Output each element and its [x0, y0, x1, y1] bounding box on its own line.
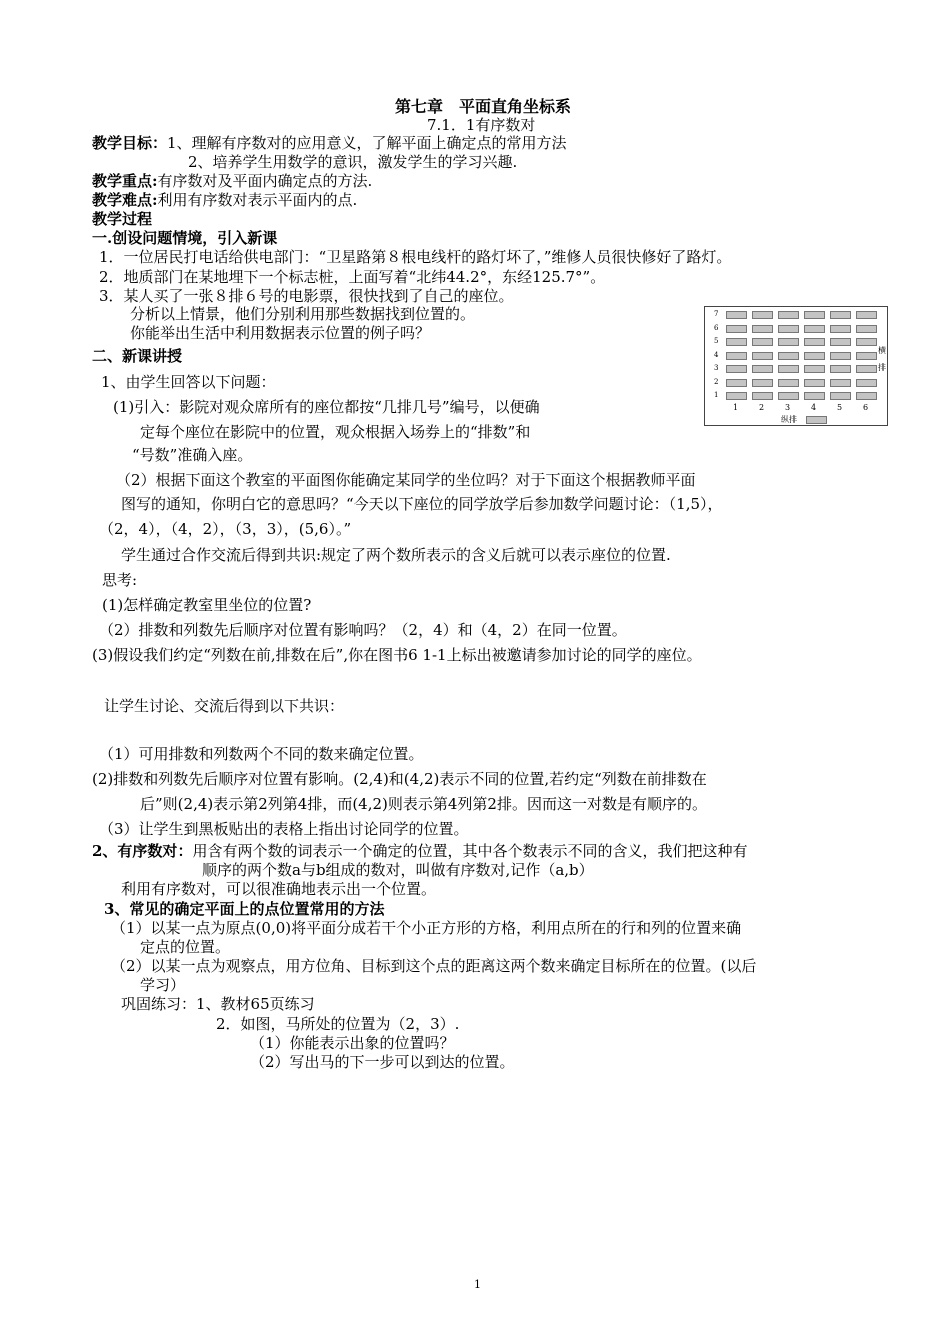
seat — [726, 325, 747, 333]
seat — [726, 311, 747, 319]
seat — [752, 392, 773, 400]
think-3: (3)假设我们约定“列数在前,排数在后”,你在图书6 1-1上标出被邀请参加讨论的同学的座位。 — [92, 646, 702, 664]
seat — [830, 392, 851, 400]
seat — [856, 325, 877, 333]
seat — [752, 379, 773, 387]
q1-line-2: 定每个座位在影院中的位置，观众根据入场券上的“排数”和 — [140, 423, 531, 441]
seat — [856, 352, 877, 360]
seat — [726, 352, 747, 360]
think-label: 思考: — [102, 571, 138, 589]
seat — [830, 325, 851, 333]
seat — [804, 365, 825, 373]
bottom-label: 纵排 — [781, 415, 797, 424]
difficulty-text: 利用有序数对表示平面内的点. — [157, 191, 358, 209]
seat-column-number: 3 — [785, 403, 791, 412]
seat-row-number: 6 — [714, 323, 719, 332]
seat — [752, 352, 773, 360]
seat — [804, 311, 825, 319]
seat — [778, 392, 799, 400]
practice-line-2: 2．如图，马所处的位置为（2，3）. — [216, 1015, 460, 1033]
seat — [778, 338, 799, 346]
seat — [830, 352, 851, 360]
q2-line-2: 图写的通知，你明白它的意思吗？“今天以下座位的同学放学后参加数学问题讨论：（1,5）， — [121, 495, 723, 513]
practice-line-1: 巩固练习：1、教材65页练习 — [121, 995, 315, 1013]
seat — [804, 325, 825, 333]
cinema-seat-figure — [704, 306, 888, 426]
seat — [804, 379, 825, 387]
seat-row-number: 7 — [714, 310, 719, 318]
seat-column-number: 5 — [837, 403, 843, 412]
discuss-line: 让学生讨论、交流后得到以下共识： — [104, 697, 345, 715]
seat-column-number: 4 — [811, 403, 817, 412]
seat — [856, 365, 877, 373]
side-label-row: 排 — [878, 363, 886, 372]
page-title: 第七章 平面直角坐标系 — [395, 97, 572, 116]
seat-row-number: 5 — [714, 337, 719, 345]
section2-heading: 二、新课讲授 — [92, 347, 183, 365]
seat — [778, 379, 799, 387]
legend-seat — [806, 416, 827, 424]
section1-p4: 分析以上情景，他们分别利用那些数据找到位置的。 — [130, 305, 476, 323]
goals-line-1 — [92, 134, 567, 153]
q2-line-1: （2）根据下面这个教室的平面图你能确定某同学的坐位吗？对于下面这个根据教师平面 — [116, 471, 696, 489]
ordered-pair-line-3: 利用有序数对，可以很准确地表示出一个位置。 — [121, 880, 437, 898]
seat — [830, 338, 851, 346]
seat-column-number: 6 — [863, 403, 869, 412]
seat — [726, 392, 747, 400]
seat — [778, 365, 799, 373]
section1-p2: 2．地质部门在某地埋下一个标志桩，上面写着“北纬44.2°，东经125.7°”。 — [99, 268, 606, 286]
ordered-pair-line-2: 顺序的两个数a与b组成的数对，叫做有序数对,记作（a,b） — [202, 861, 594, 879]
section1-p1: 1．一位居民打电话给供电部门：“卫星路第８根电线杆的路灯坏了，”维修人员很快修好了路灯。 — [99, 248, 732, 266]
seat — [778, 311, 799, 319]
consensus-c3: （3）让学生到黑板贴出的表格上指出讨论同学的位置。 — [99, 820, 469, 838]
section1-p3: 3．某人买了一张８排６号的电影票，很快找到了自己的座位。 — [99, 287, 514, 305]
ordered-pair-text-1: 用含有两个数的词表示一个确定的位置，其中各个数表示不同的含义，我们把这种有 — [192, 842, 748, 860]
seat-column-number: 2 — [759, 403, 765, 412]
key-points-label: 教学重点: — [92, 172, 158, 190]
seat — [726, 379, 747, 387]
method-1-line-1: （1）以某一点为原点(0,0)将平面分成若干个小正方形的方格，利用点所在的行和列的位置来确 — [111, 919, 742, 937]
ordered-pair-label: 2、有序数对： — [92, 842, 193, 860]
page-number: 1 — [474, 1278, 481, 1291]
seat — [778, 352, 799, 360]
seat — [804, 338, 825, 346]
section1-p5: 你能举出生活中利用数据表示位置的例子吗？ — [130, 324, 431, 342]
seat — [856, 379, 877, 387]
seat-row-number: 2 — [714, 377, 719, 386]
questions-intro: 1、由学生回答以下问题： — [101, 373, 276, 391]
side-label-horizontal: 横 — [878, 346, 886, 355]
method-2-line-1: （2）以某一点为观察点，用方位角、目标到这个点的距离这两个数来确定目标所在的位置。(以后 — [111, 957, 757, 975]
difficulty-label: 教学难点: — [92, 191, 158, 209]
process-heading: 教学过程 — [92, 210, 153, 228]
seat-row-number: 4 — [714, 350, 719, 359]
goals-text-1: 1、理解有序数对的应用意义，了解平面上确定点的常用方法 — [167, 134, 567, 152]
seat — [830, 379, 851, 387]
practice-line-4: （2）写出马的下一步可以到达的位置。 — [250, 1053, 515, 1071]
seat — [856, 392, 877, 400]
consensus-c2-line-2: 后”则(2,4)表示第2列第4排，而(4,2)则表示第4列第2排。因而这一对数是有顺序的。 — [140, 795, 707, 813]
key-points-text: 有序数对及平面内确定点的方法. — [157, 172, 373, 190]
think-1: (1)怎样确定教室里坐位的位置? — [102, 596, 312, 614]
think-2: （2）排数和列数先后顺序对位置有影响吗？（2，4）和（4，2）在同一位置。 — [99, 621, 627, 639]
methods-heading: 3、常见的确定平面上的点位置常用的方法 — [104, 900, 385, 918]
practice-line-3: （1）你能表示出象的位置吗？ — [250, 1034, 455, 1052]
seat-row-number: 3 — [714, 364, 719, 372]
q2-line-3: （2，4），（4，2），（3，3），(5,6）。” — [99, 520, 352, 538]
seat — [752, 311, 773, 319]
method-1-line-2: 定点的位置。 — [140, 938, 231, 956]
seat — [752, 338, 773, 346]
seat — [752, 365, 773, 373]
consensus-c2-line-1: (2)排数和列数先后顺序对位置有影响。(2,4)和(4,2)表示不同的位置,若约定“列数在前排数在 — [92, 770, 707, 788]
seat — [726, 365, 747, 373]
seat — [804, 352, 825, 360]
seat — [804, 392, 825, 400]
q1-line-3: “号数”准确入座。 — [132, 446, 253, 464]
section1-heading: 一.创设问题情境，引入新课 — [92, 229, 278, 247]
key-points — [92, 172, 372, 191]
seat-column-number: 1 — [733, 403, 739, 412]
goals-line-2: 2、培养学生用数学的意识，激发学生的学习兴趣. — [188, 153, 518, 171]
section-subtitle: 7.1．1有序数对 — [427, 116, 536, 134]
seat — [778, 325, 799, 333]
consensus-c1: （1）可用排数和列数两个不同的数来确定位置。 — [99, 745, 424, 763]
seat — [830, 365, 851, 373]
seat — [856, 338, 877, 346]
method-2-line-2: 学习） — [140, 976, 186, 994]
goals-label: 教学目标： — [92, 134, 168, 152]
seat — [856, 311, 877, 319]
seat — [752, 325, 773, 333]
q1-line-1: (1)引入：影院对观众席所有的座位都按“几排几号”编号，以便确 — [113, 398, 540, 416]
seat-row-number: 1 — [714, 391, 719, 399]
seat — [830, 311, 851, 319]
seat — [726, 338, 747, 346]
difficulty — [92, 191, 357, 210]
consensus-1: 学生通过合作交流后得到共识:规定了两个数所表示的含义后就可以表示座位的位置. — [121, 546, 671, 564]
ordered-pair-line-1 — [92, 842, 747, 861]
